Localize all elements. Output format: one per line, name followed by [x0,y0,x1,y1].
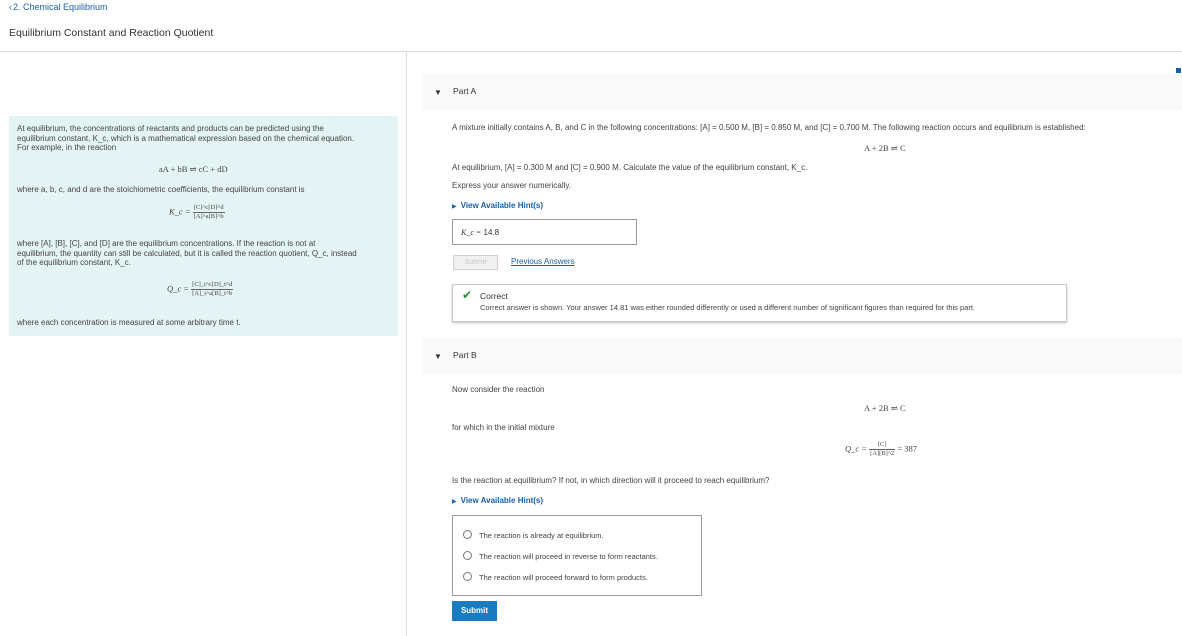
intro-panel [9,116,398,336]
intro-text-3b: equilibrium, the quantity can still be calculated, but it is called the reaction quotient, Q_c, instead [17,248,357,258]
radio-circle-icon[interactable] [463,551,472,560]
caret-down-icon: ▼ [434,88,442,97]
qc-fraction [191,281,233,298]
caret-down-icon: ▼ [434,352,442,361]
checkmark-icon: ✔ [462,288,473,302]
intro-text-3c: of the equilibrium constant, K_c. [17,258,131,267]
feedback-correct [452,284,1067,322]
caret-right-icon: ▶ [452,499,457,505]
intro-text-4: where each concentration is measured at some arbitrary time t. [17,318,241,327]
part-a-label: Part A [453,86,477,96]
part-a-hint-toggle[interactable] [452,201,543,210]
part-b-qc-expression [845,441,917,458]
part-b-mixture-text: for which in the initial mixture [452,423,555,432]
caret-right-icon: ▶ [452,204,457,210]
part-a-given: At equilibrium, [A] = 0.300 M and [C] = 0.900 M. Calculate the value of the equilibrium constant, K_c. [452,163,808,172]
part-a-instruction: Express your answer numerically. [452,181,572,190]
breadcrumb-link[interactable] [9,2,108,12]
answer-options [452,515,702,596]
column-divider [406,51,407,636]
option-label: The reaction will proceed forward to form products. [479,573,648,582]
page-title: Equilibrium Constant and Reaction Quotient [9,27,214,39]
radio-circle-icon[interactable] [463,530,472,539]
part-a-header[interactable] [422,73,1182,111]
intro-text-1c: For example, in the reaction [17,143,117,152]
previous-answers-link[interactable]: Previous Answers [511,257,575,266]
part-a-problem: A mixture initially contains A, B, and C in the following concentrations: [A] = 0.500 M, [B] = 0.850 M, and [C] = 0.700 M. The following reaction occurs and equilibrium is established: [452,123,1086,132]
feedback-title: Correct [480,291,508,301]
part-a-reaction: A + 2B ⇌ C [864,143,906,153]
intro-text-1b: equilibrium constant, K_c, which is a mathematical expression based on the chemical equation. [17,133,355,143]
kc-answer-content [461,228,499,237]
part-b-question: Is the reaction at equilibrium? If not, in which direction will it proceed to reach equilibrium? [452,476,770,485]
intro-text-2: where a, b, c, and d are the stoichiometric coefficients, the equilibrium constant is [17,185,305,194]
general-reaction: aA + bB ⇌ cC + dD [159,164,228,174]
qc-lhs: Q_c = [167,283,190,294]
option-label: The reaction is already at equilibrium. [479,531,604,540]
part-b-reaction: A + 2B ⇌ C [864,403,906,413]
intro-text-3a: where [A], [B], [C], and [D] are the equilibrium concentrations. If the reaction is not at [17,239,316,248]
option-forward[interactable] [463,572,648,582]
intro-text-1a: At equilibrium, the concentrations of reactants and products can be predicted using the [17,124,324,133]
part-a-submit-button[interactable]: Submit [453,255,498,270]
option-reverse[interactable] [463,551,658,561]
qc-expression [167,281,233,298]
part-b-header[interactable] [422,337,1182,375]
part-b-hint-toggle[interactable] [452,496,543,505]
kc-answer-label: K_c = [461,228,482,237]
part-a-hint-label: View Available Hint(s) [460,201,544,210]
option-label: The reaction will proceed in reverse to form reactants. [479,552,658,561]
part-b-qc-lhs: Q_c = [845,443,868,454]
part-b-qc-value: = 387 [897,443,917,454]
kc-answer-input[interactable] [452,219,637,245]
qc-numerator: [C]_t^c[D]_t^d [192,281,233,288]
part-b-qc-denominator: [A][B]^2 [870,450,895,457]
part-b-submit-button[interactable]: Submit [452,601,497,621]
part-b-hint-label: View Available Hint(s) [460,496,544,505]
kc-expression [169,204,225,221]
qc-denominator: [A]_t^a[B]_t^b [192,290,233,297]
kc-numerator: [C]^c[D]^d [193,204,224,211]
chevron-left-icon: ‹ [9,2,12,12]
part-b-label: Part B [453,350,477,360]
option-equilibrium[interactable] [463,530,604,540]
part-b-qc-fraction [869,441,895,458]
kc-lhs: K_c = [169,206,191,217]
kc-denominator: [A]^a[B]^b [193,213,224,220]
part-b-qc-numerator: [C] [869,441,895,450]
header-divider [0,51,1182,52]
part-b-intro: Now consider the reaction [452,385,545,394]
kc-fraction [193,204,225,221]
feedback-text: Correct answer is shown. Your answer 14.81 was either rounded differently or used a different number of significant figures than required for this part. [480,303,975,312]
radio-circle-icon[interactable] [463,572,472,581]
breadcrumb-label: 2. Chemical Equilibrium [13,2,108,12]
kc-answer-value: 14.8 [483,228,500,237]
